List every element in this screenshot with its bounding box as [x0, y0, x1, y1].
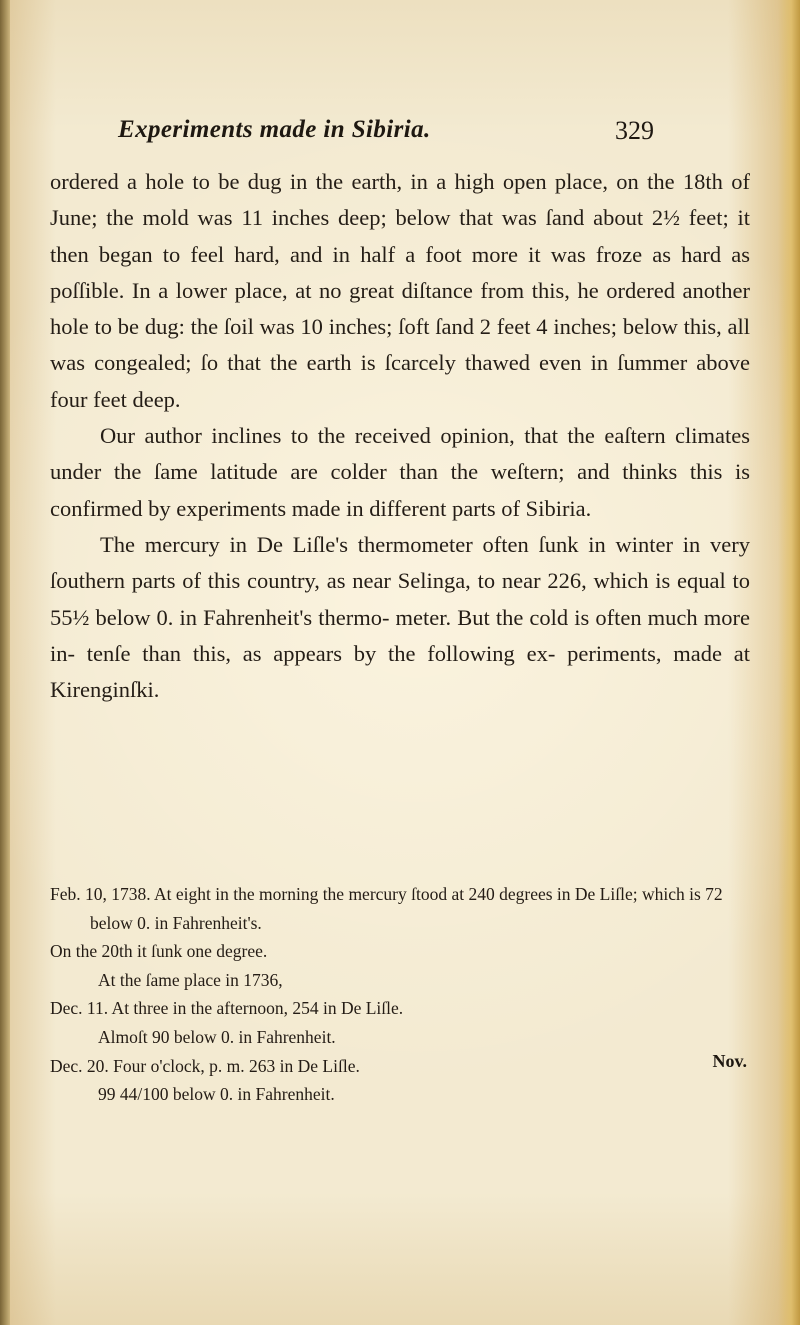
- paragraph-1: ordered a hole to be dug in the earth, in a high open place, on the 18th of June; the mold was 11 inches deep; below that was ſand about 2½ feet; it then began to feel hard, and in half a foot more it was froze as hard as poſſible. In a lower place, at no great diſtance from this, he ordered another hole to be dug: the ſoil was 10 inches; ſoft ſand 2 feet 4 inches; below this, all was congealed; ſo that the earth is ſcarcely thawed even in ſummer above four feet deep.: [50, 169, 750, 412]
- experiment-notes: [50, 880, 750, 1109]
- page-edge-stain: [778, 0, 800, 1325]
- page-gutter-shadow: [0, 0, 10, 1325]
- note-line-5: Almoſt 90 below 0. in Fahrenheit.: [98, 1026, 336, 1047]
- note-line-1: Feb. 10, 1738. At eight in the morning the mercury ſtood at 240 degrees in De Liſle; which is 72 below 0. in Fahrenheit's.: [50, 884, 723, 933]
- page-header: [118, 116, 654, 160]
- main-text: [50, 164, 750, 708]
- paragraph-2: Our author inclines to the received opinion, that the eaſtern climates under the ſame latitude are colder than the weſtern; and thinks this is confirmed by experiments made in different parts of Sibiria.: [50, 423, 750, 521]
- note-line-6: Dec. 20. Four o'clock, p. m. 263 in De Liſle.: [50, 1055, 360, 1076]
- catchword: Nov.: [712, 1051, 747, 1071]
- note-line-7: 99 44/100 below 0. in Fahrenheit.: [98, 1084, 335, 1105]
- running-head: Experiments made in Sibiria.: [118, 116, 431, 143]
- page-number: 329: [615, 116, 654, 145]
- paragraph-3: The mercury in De Liſle's thermometer often ſunk in winter in very ſouthern parts of this country, as near Selinga, to near 226, which is equal to 55½ below 0. in Fahrenheit's thermo- meter. But the cold is often much more in- tenſe than this, as appears by the following ex- periments, made at Kirenginſki.: [50, 531, 750, 703]
- note-line-3: At the ſame place in 1736,: [98, 969, 283, 990]
- note-line-2: On the 20th it ſunk one degree.: [50, 941, 268, 962]
- note-line-4: Dec. 11. At three in the afternoon, 254 in De Liſle.: [50, 998, 404, 1019]
